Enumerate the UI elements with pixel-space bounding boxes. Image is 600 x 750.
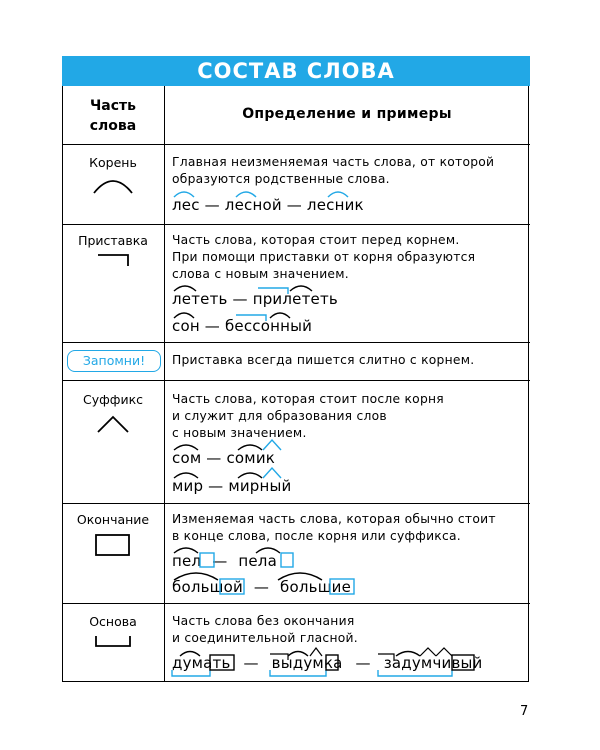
definition-root [172,154,524,188]
row-divider [62,380,530,381]
example-ending-1: пел — пела [172,552,277,570]
definition-line: Часть слова, которая стоит после корня [172,392,444,406]
definition-remember: Приставка всегда пишется слитно с корнем. [172,353,475,367]
term-ending: Окончание [76,512,150,527]
header-line: Часть [89,98,137,114]
definition-stem [172,613,524,647]
term-root: Корень [89,155,137,170]
header-line: слова [89,118,137,134]
definition-ending [172,511,524,545]
row-divider [62,144,530,145]
header-definition: Определение и примеры [242,106,452,122]
example-prefix-2: сон — бессонный [172,317,313,335]
definition-line: Изменяемая часть слова, которая обычно стоит [172,512,496,526]
example-suffix-2: мир — мирный [172,477,292,495]
definition-line: в конце слова, после корня или суффикса. [172,529,461,543]
term-prefix: Приставка [78,233,148,248]
example-root: лес — лесной — лесник [172,196,364,214]
definition-line: Главная неизменяемая часть слова, от которой [172,155,495,169]
definition-line: Часть слова, которая стоит перед корнем. [172,233,460,247]
definition-line: и служит для образования слов [172,409,387,423]
header-part-of-word [62,88,164,136]
page-title: СОСТАВ СЛОВА [62,56,530,86]
row-divider [62,342,530,343]
example-prefix-1: лететь — прилететь [172,290,338,308]
definition-line: слова с новым значением. [172,267,349,281]
term-stem: Основа [89,614,137,629]
definition-line: При помощи приставки от корня образуются [172,250,476,264]
definition-line: Часть слова без окончания [172,614,355,628]
row-divider [62,224,530,225]
column-divider [164,86,165,682]
example-stem: думать — выдумка — задумчивый [172,654,483,672]
definition-line: образуются родственные слова. [172,172,390,186]
term-suffix: Суффикс [82,392,144,407]
row-divider [62,503,530,504]
example-ending-2: большой — большие [172,578,352,596]
definition-suffix [172,391,524,442]
remember-badge: Запомни! [67,350,161,372]
row-divider [62,603,530,604]
definition-line: и соединительной гласной. [172,631,358,645]
definition-prefix [172,232,524,283]
definition-line: с новым значением. [172,426,307,440]
page-number: 7 [520,704,529,719]
example-suffix-1: сом — сомик [172,449,276,467]
